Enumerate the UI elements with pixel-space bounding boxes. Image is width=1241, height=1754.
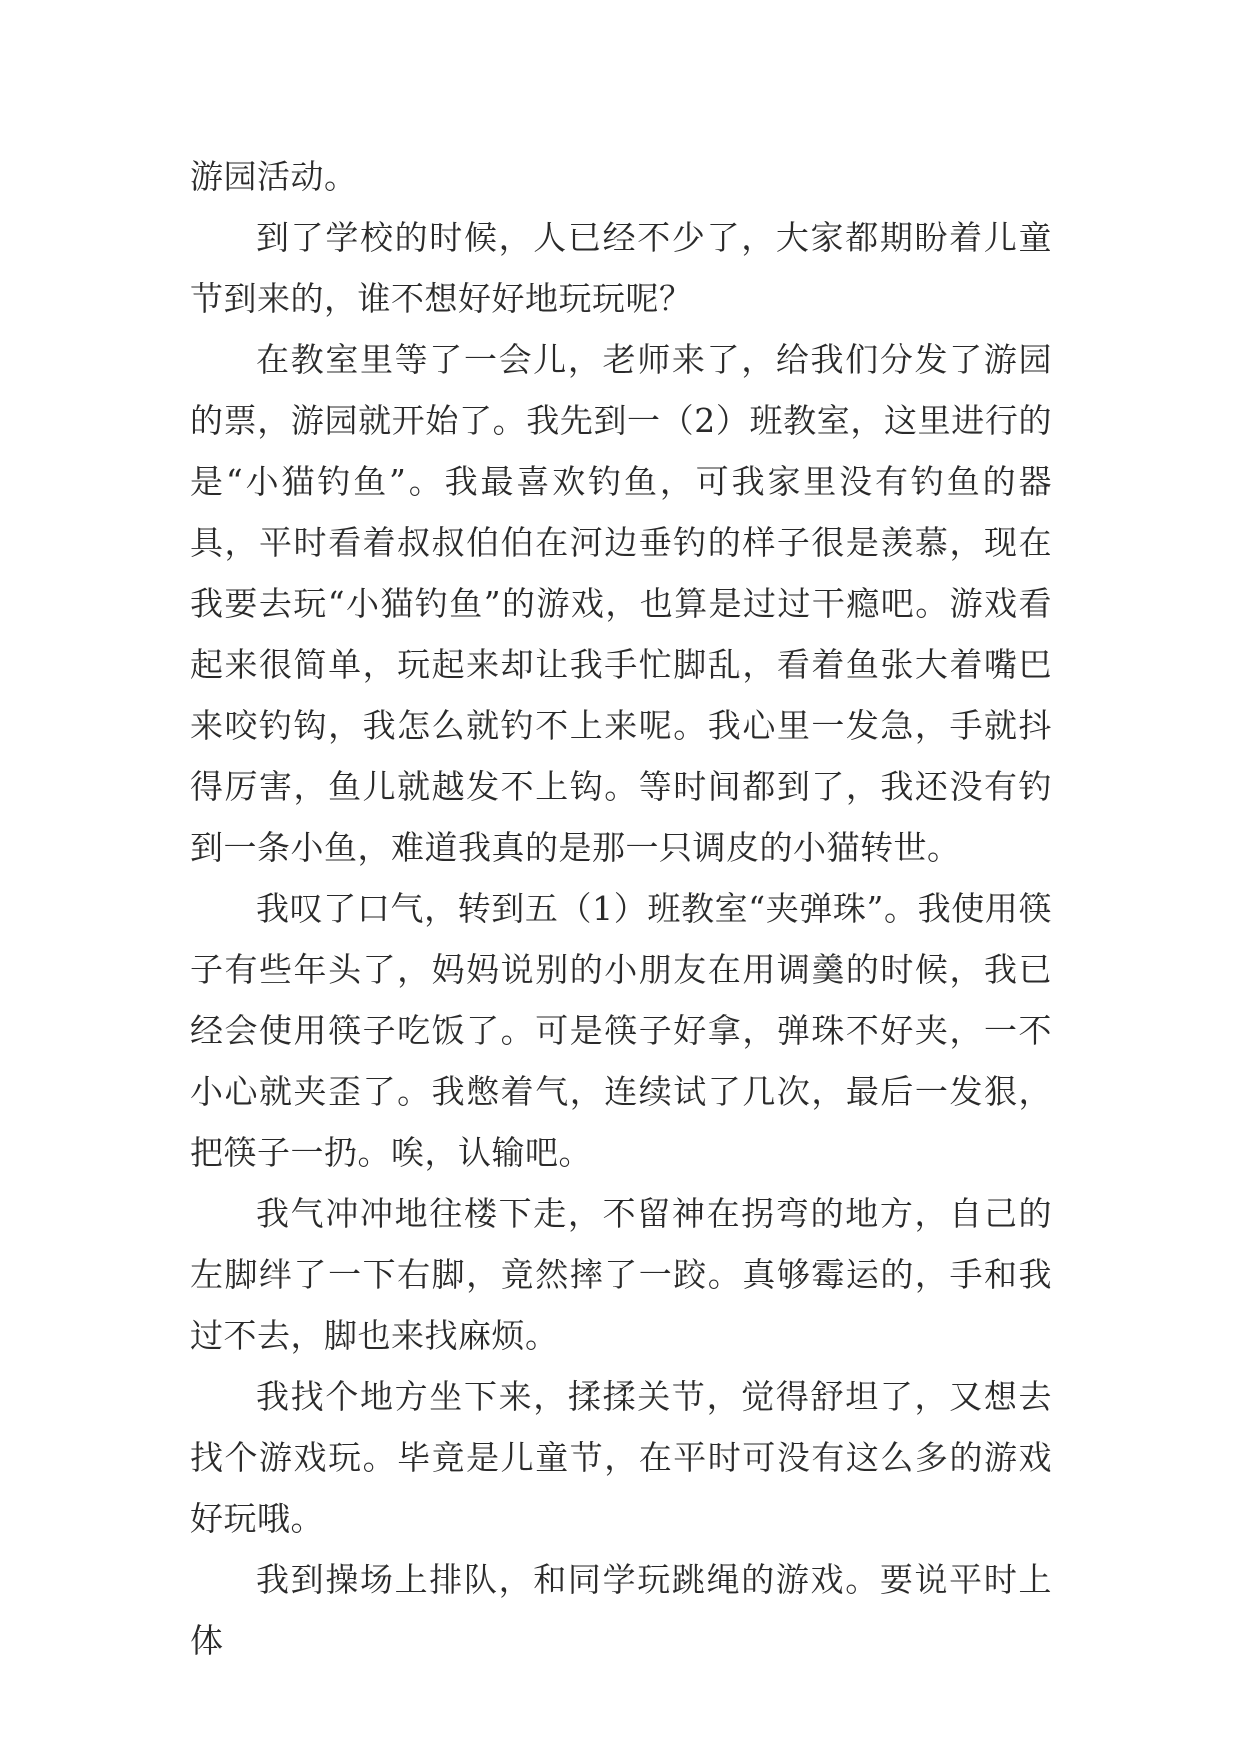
paragraph-4: 我叹了口气，转到五（1）班教室“夹弹珠”。我使用筷子有些年头了，妈妈说别的小朋友在用调羹的时候，我已经会使用筷子吃饭了。可是筷子好拿，弹珠不好夹，一不小心就夹歪了。我憋着气，连续试了几次，最后一发狠，把筷子一扔。唉，认输吧。 xyxy=(190,889,1052,1172)
paragraph-6: 我找个地方坐下来，揉揉关节，觉得舒坦了，又想去找个游戏玩。毕竟是儿童节，在平时可没有这么多的游戏好玩哦。 xyxy=(190,1377,1052,1538)
paragraph-1: 游园活动。 xyxy=(190,157,358,196)
document-body xyxy=(190,146,1052,1671)
paragraph-5: 我气冲冲地往楼下走，不留神在拐弯的地方，自己的左脚绊了一下右脚，竟然摔了一跤。真够霉运的，手和我过不去，脚也来找麻烦。 xyxy=(190,1194,1052,1355)
paragraph-7: 我到操场上排队，和同学玩跳绳的游戏。要说平时上体 xyxy=(190,1560,1052,1660)
paragraph-3: 在教室里等了一会儿，老师来了，给我们分发了游园的票，游园就开始了。我先到一（2）班教室，这里进行的是“小猫钓鱼”。我最喜欢钓鱼，可我家里没有钓鱼的器具，平时看着叔叔伯伯在河边垂钓的样子很是羡慕，现在我要去玩“小猫钓鱼”的游戏，也算是过过干瘾吧。游戏看起来很简单，玩起来却让我手忙脚乱，看着鱼张大着嘴巴来咬钓钩，我怎么就钓不上来呢。我心里一发急，手就抖得厉害，鱼儿就越发不上钩。等时间都到了，我还没有钓到一条小鱼，难道我真的是那一只调皮的小猫转世。 xyxy=(190,340,1052,867)
paragraph-2: 到了学校的时候，人已经不少了，大家都期盼着儿童节到来的，谁不想好好地玩玩呢？ xyxy=(190,218,1052,318)
